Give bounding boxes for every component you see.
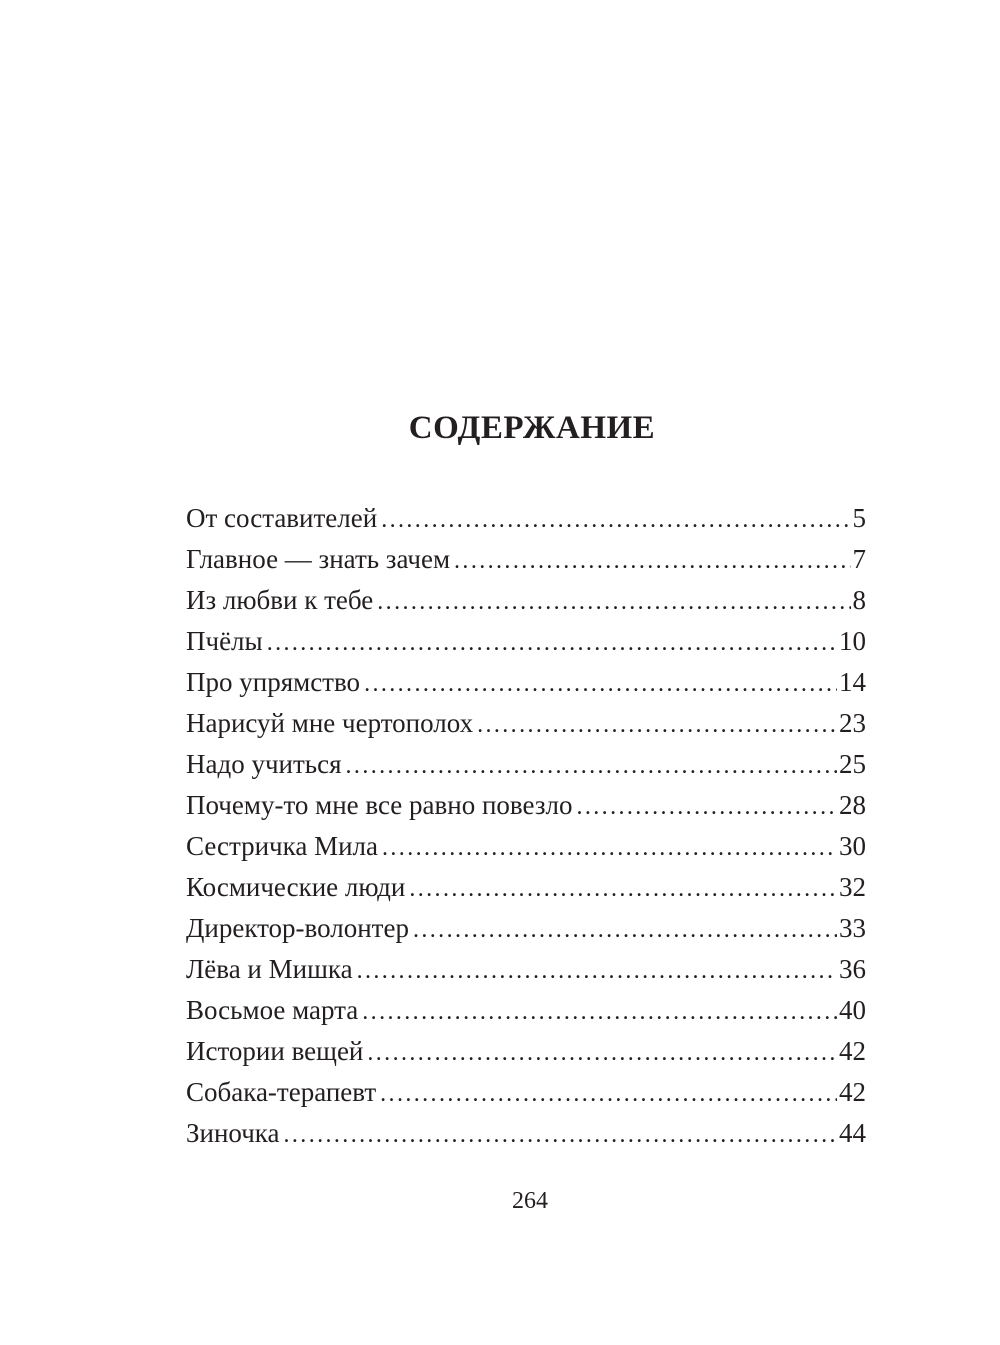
toc-entry xyxy=(186,539,866,580)
toc-entry-page: 42 xyxy=(839,1077,866,1107)
toc-entry xyxy=(186,826,866,867)
toc-entry xyxy=(186,1113,866,1154)
toc-entry xyxy=(186,703,866,744)
toc-entry-title: Главное — знать зачем xyxy=(186,544,451,574)
toc-entry-page: 30 xyxy=(839,831,866,861)
toc-entry-page: 44 xyxy=(839,1118,866,1148)
toc-entry xyxy=(186,498,866,539)
dot-leader xyxy=(346,746,837,787)
dot-leader xyxy=(362,992,837,1033)
toc-entry xyxy=(186,1072,866,1113)
toc-entry-page: 36 xyxy=(839,954,866,984)
dot-leader xyxy=(284,1115,838,1156)
toc-entry-page: 25 xyxy=(839,749,866,779)
toc-entry-page: 32 xyxy=(839,872,866,902)
toc-entry-title: Нарисуй мне чертополох xyxy=(186,708,474,738)
toc-entry-title: Лёва и Мишка xyxy=(186,954,353,984)
toc-entry-title: Сестричка Мила xyxy=(186,831,378,861)
toc-entry-page: 42 xyxy=(839,1036,866,1066)
dot-leader xyxy=(576,787,837,828)
table-of-contents xyxy=(186,498,866,1154)
toc-entry-page: 23 xyxy=(839,708,866,738)
toc-entry xyxy=(186,744,866,785)
toc-entry xyxy=(186,621,866,662)
toc-entry xyxy=(186,990,866,1031)
toc-entry-page: 28 xyxy=(839,790,866,820)
toc-entry-page: 14 xyxy=(839,667,866,697)
toc-entry-title: Восьмое марта xyxy=(186,995,359,1025)
toc-entry-title: Собака-терапевт xyxy=(186,1077,377,1107)
toc-entry-title: Из любви к тебе xyxy=(186,585,374,615)
toc-entry-title: Директор-волонтер xyxy=(186,913,409,943)
toc-entry xyxy=(186,785,866,826)
toc-entry-title: Надо учиться xyxy=(186,749,342,779)
dot-leader xyxy=(267,623,837,664)
toc-entry xyxy=(186,580,866,621)
toc-entry-title: Истории вещей xyxy=(186,1036,364,1066)
toc-entry-title: Почему-то мне все равно повезло xyxy=(186,790,573,820)
toc-entry-page: 33 xyxy=(839,913,866,943)
toc-entry xyxy=(186,908,866,949)
dot-leader xyxy=(382,828,837,869)
dot-leader xyxy=(413,910,837,951)
contents-heading: СОДЕРЖАНИЕ xyxy=(408,410,656,446)
dot-leader xyxy=(454,541,850,582)
toc-entry-page: 40 xyxy=(839,995,866,1025)
toc-entry xyxy=(186,662,866,703)
page-number: 264 xyxy=(512,1188,548,1214)
toc-entry-title: Космические люди xyxy=(186,872,406,902)
dot-leader xyxy=(477,705,837,746)
dot-leader xyxy=(380,1074,837,1115)
toc-entry-title: Зиночка xyxy=(186,1118,280,1148)
dot-leader xyxy=(367,1033,837,1074)
dot-leader xyxy=(381,500,850,541)
toc-entry xyxy=(186,1031,866,1072)
toc-entry xyxy=(186,949,866,990)
dot-leader xyxy=(357,951,837,992)
toc-entry-title: Пчёлы xyxy=(186,626,263,656)
toc-entry-page: 10 xyxy=(839,626,866,656)
dot-leader xyxy=(409,869,837,910)
toc-entry-title: Про упрямство xyxy=(186,667,361,697)
toc-entry-title: От составителей xyxy=(186,503,378,533)
toc-entry-page: 5 xyxy=(852,503,866,533)
toc-entry xyxy=(186,867,866,908)
dot-leader xyxy=(377,582,850,623)
dot-leader xyxy=(364,664,837,705)
toc-entry-page: 7 xyxy=(852,544,866,574)
toc-entry-page: 8 xyxy=(852,585,866,615)
